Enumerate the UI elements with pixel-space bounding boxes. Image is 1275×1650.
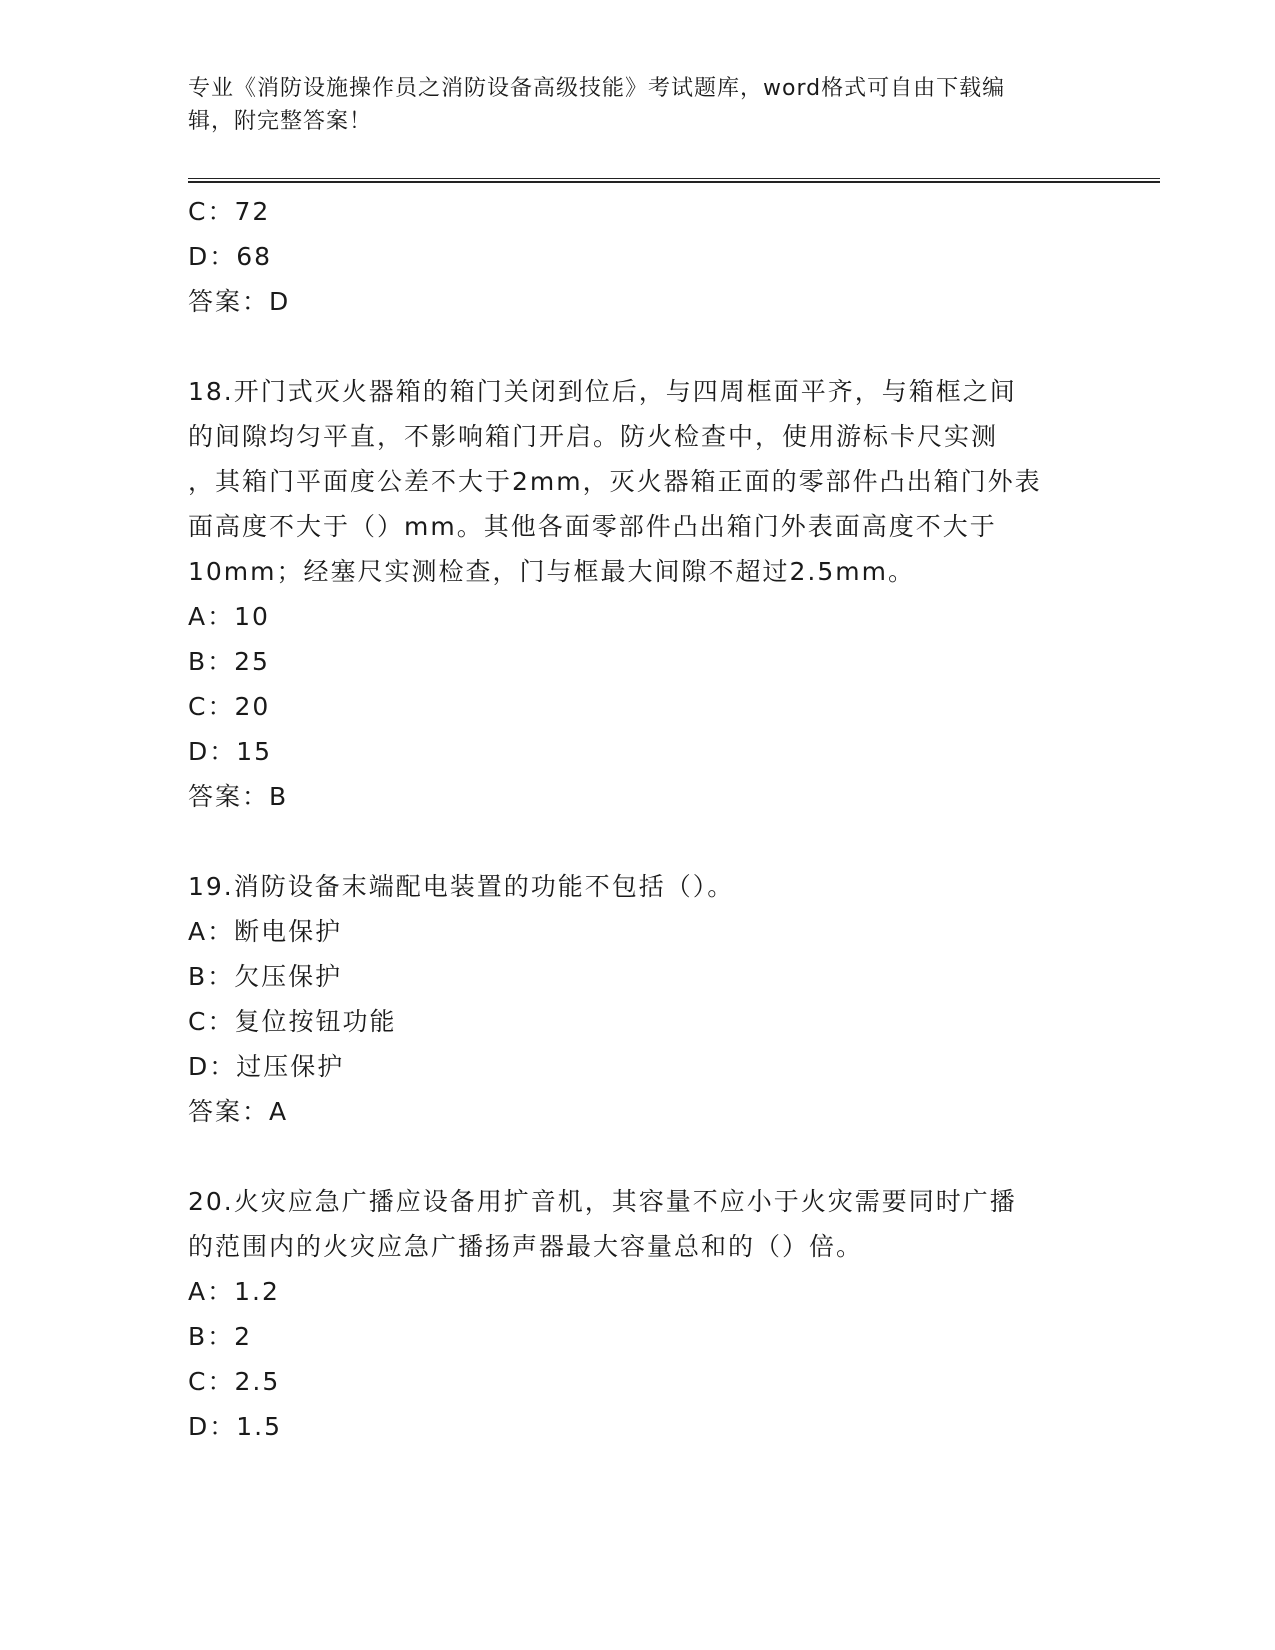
option-c: C：2.5 [188, 1367, 281, 1396]
option-d: D：1.5 [188, 1412, 283, 1441]
header-divider [188, 178, 1160, 183]
question-20 [188, 1179, 1158, 1449]
answer-line: 答案：B [188, 782, 289, 811]
option-b: B：25 [188, 647, 270, 676]
option-a: A：1.2 [188, 1277, 280, 1306]
answer-line: 答案：A [188, 1097, 289, 1126]
question-18 [188, 369, 1158, 820]
option-c: C：20 [188, 692, 271, 721]
option-c: C：复位按钮功能 [188, 1007, 397, 1036]
option-a: A：断电保护 [188, 917, 343, 946]
option-b: B：欠压保护 [188, 962, 343, 991]
option-b: B：2 [188, 1322, 253, 1351]
continued-question [188, 189, 1158, 325]
question-stem: 19.消防设备末端配电装置的功能不包括（）。 [188, 872, 735, 901]
option-a: A：10 [188, 602, 270, 631]
header-line-2: 辑，附完整答案！ [188, 109, 373, 134]
answer-line: 答案：D [188, 287, 291, 316]
question-list [188, 189, 1158, 1449]
document-page [188, 0, 1158, 1449]
option-d: D：过压保护 [188, 1052, 345, 1081]
question-stem: 20.火灾应急广播应设备用扩音机，其容量不应小于火灾需要同时广播 的范围内的火灾应急广播扬声器最大容量总和的（）倍。 [188, 1187, 1017, 1261]
option-d: D：15 [188, 737, 273, 766]
option-c: C：72 [188, 197, 271, 226]
question-stem: 18.开门式灭火器箱的箱门关闭到位后，与四周框面平齐，与箱框之间 的间隙均匀平直，不影响箱门开启。防火检查中，使用游标卡尺实测 ，其箱门平面度公差不大于2mm，灭火器箱正面的零部件凸出箱门外表 面高度不大于（）mm。其他各面零部件凸出箱门外表面高度不大于 10mm；经塞尺实测检查，门与框最大间隙不超过2.5mm。 [188, 377, 1042, 586]
document-header [188, 72, 1088, 138]
question-19 [188, 864, 1158, 1135]
option-d: D：68 [188, 242, 273, 271]
header-line-1: 专业《消防设施操作员之消防设备高级技能》考试题库，word格式可自由下载编 [188, 76, 1006, 101]
